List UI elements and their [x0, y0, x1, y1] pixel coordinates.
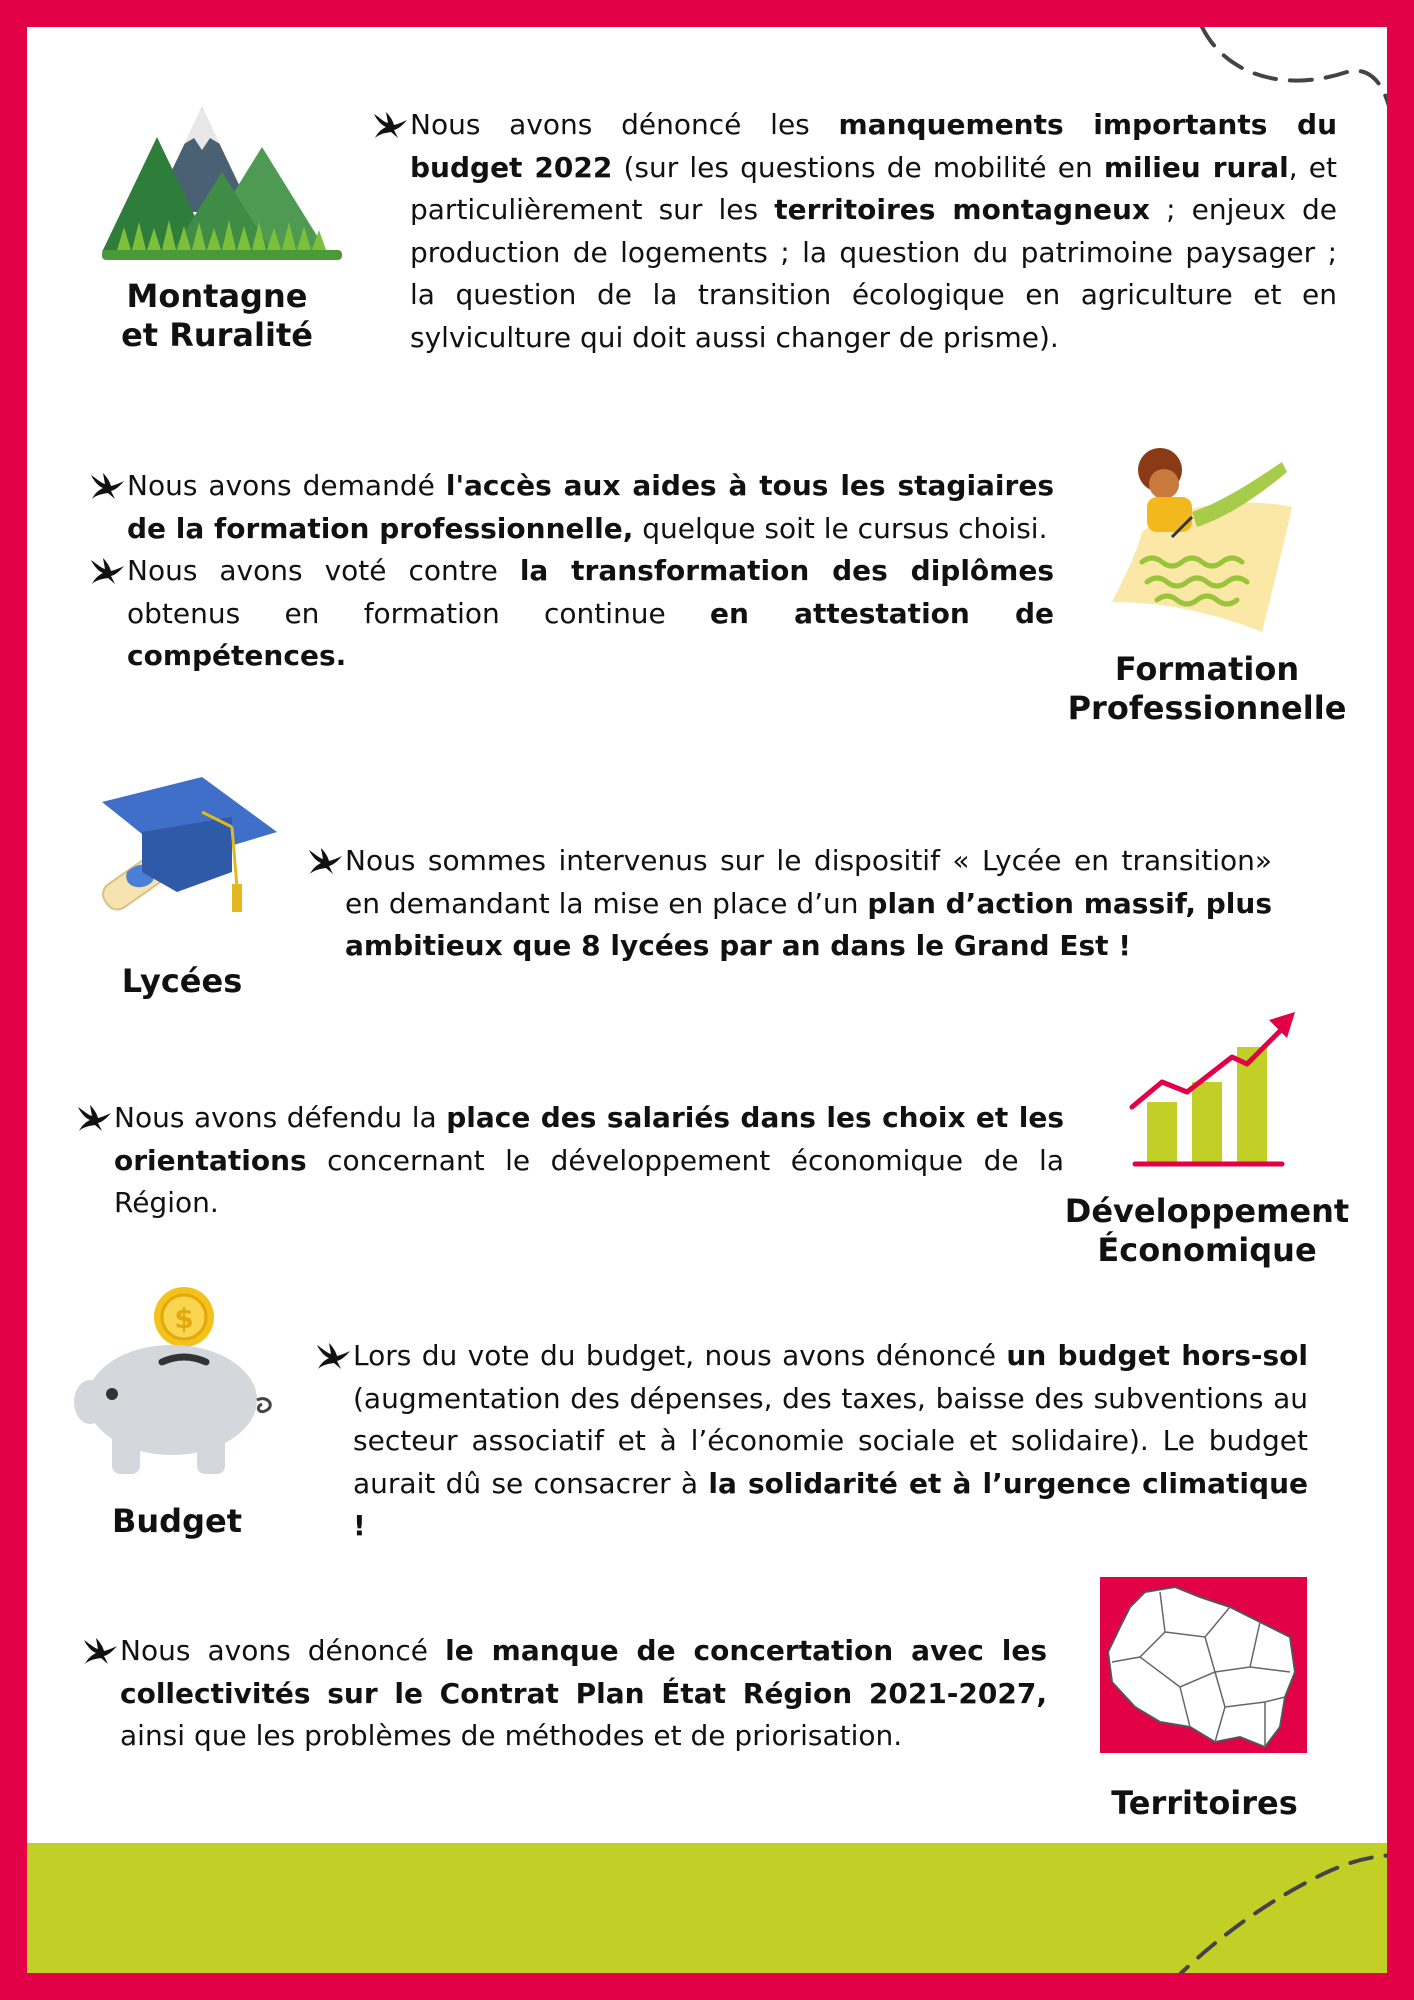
bullet-item — [89, 465, 1054, 550]
bird-bullet-icon — [89, 556, 125, 586]
bullet-text-segment: territoires montagneux — [774, 193, 1150, 226]
bullet-text-segment: quelque soit le cursus choisi. — [633, 511, 1048, 545]
bullet-text-segment: Nous avons dénoncé les — [410, 108, 839, 141]
section-title-territoires: Territoires — [1111, 1784, 1298, 1822]
bullet-text-segment: (sur les questions de mobilité en — [612, 150, 1104, 184]
bullet-item — [307, 840, 1272, 968]
mountain-icon — [102, 102, 342, 297]
bird-bullet-icon — [82, 1636, 118, 1666]
bullet-text-segment: Nous avons voté contre — [127, 554, 520, 587]
region-map-icon — [1100, 1577, 1307, 1753]
bird-bullet-icon — [315, 1341, 351, 1371]
bird-bullet-icon — [76, 1103, 112, 1133]
dashed-curve-bottom — [1167, 1827, 1387, 1973]
bullet-text-segment: plan d’action massif, plus ambitieux que 8 lycées par an dans le Grand Est ! — [345, 886, 1272, 962]
bullet-text-segment: Nous sommes intervenus sur le dispositif « Lycée en transition» en demandant la mise en place d’un — [345, 844, 1272, 920]
bullet-item — [315, 1335, 1308, 1548]
section-title-montagne: Montagne et Ruralité — [121, 277, 313, 354]
bullet-text-segment: Nous avons défendu la — [114, 1101, 447, 1134]
bird-bullet-icon — [89, 471, 125, 501]
bullet-text-segment: concernant le développement économique de la Région. — [114, 1143, 1064, 1219]
bird-bullet-icon — [372, 110, 408, 140]
bullet-item — [372, 104, 1337, 359]
bullet-text-segment: (augmentation des dépenses, des taxes, baisse des subventions au secteur associatif et à l’économie sociale et solidaire). Le budget aurait dû se consacrer à — [353, 1381, 1308, 1500]
bullet-list-lycees — [307, 840, 1272, 968]
bird-bullet-icon — [307, 846, 343, 876]
bullet-list-budget — [315, 1335, 1308, 1548]
bullet-list-economie — [76, 1097, 1064, 1225]
bullet-item — [76, 1097, 1064, 1225]
section-title-economie: Développement Économique — [1064, 1192, 1350, 1269]
student-writing-icon — [1102, 442, 1322, 642]
section-title-budget: Budget — [112, 1502, 242, 1540]
bullet-text-segment: ; enjeux de production de logements ; la question du patrimoine paysager ; la question de la transition écologique en agriculture et en sylviculture qui doit aussi changer de prisme). — [410, 193, 1337, 354]
bullet-text-segment: place des salariés dans les choix et les orientations — [114, 1101, 1064, 1177]
bullet-text-segment: la transformation des diplômes — [519, 554, 1055, 587]
bullet-text-segment: la solidarité et à l’urgence climatique ! — [353, 1466, 1308, 1542]
piggy-bank-icon — [72, 1282, 282, 1482]
bullet-text-segment: en attestation de compétences. — [127, 596, 1054, 672]
bullet-text-segment: l'accès aux aides à tous les stagiaires de la formation professionnelle, — [127, 469, 1054, 545]
bullet-text-segment: Lors du vote du budget, nous avons dénoncé — [353, 1339, 1007, 1372]
bullet-text-segment: manquements importants du budget 2022 — [410, 108, 1338, 184]
bullet-text-segment: Nous avons dénoncé — [120, 1634, 446, 1667]
bullet-list-formation — [89, 465, 1054, 678]
bullet-text-segment: ainsi que les problèmes de méthodes et de priorisation. — [120, 1719, 903, 1752]
bullet-item — [89, 550, 1054, 678]
growth-chart-icon — [1117, 992, 1297, 1172]
coin-dollar-symbol: $ — [174, 1302, 194, 1335]
section-title-formation: Formation Professionnelle — [1067, 650, 1347, 727]
section-title-lycees: Lycées — [121, 962, 243, 1000]
bullet-text-segment: un budget hors-sol — [1006, 1339, 1308, 1372]
page — [27, 27, 1387, 1973]
bullet-list-montagne — [372, 104, 1337, 359]
bullet-text-segment: , et particulièrement sur les — [410, 150, 1337, 226]
bullet-text-segment: le manque de concertation avec les collectivités sur le Contrat Plan État Région 2021-2027, — [120, 1634, 1047, 1710]
bullet-text-segment: obtenus en formation continue — [127, 596, 711, 630]
bullet-text-segment: milieu rural — [1103, 150, 1289, 184]
bullet-text-segment: Nous avons demandé — [127, 469, 446, 502]
bullet-list-territoires — [82, 1630, 1047, 1758]
graduation-cap-icon — [82, 772, 282, 932]
bullet-item — [82, 1630, 1047, 1758]
